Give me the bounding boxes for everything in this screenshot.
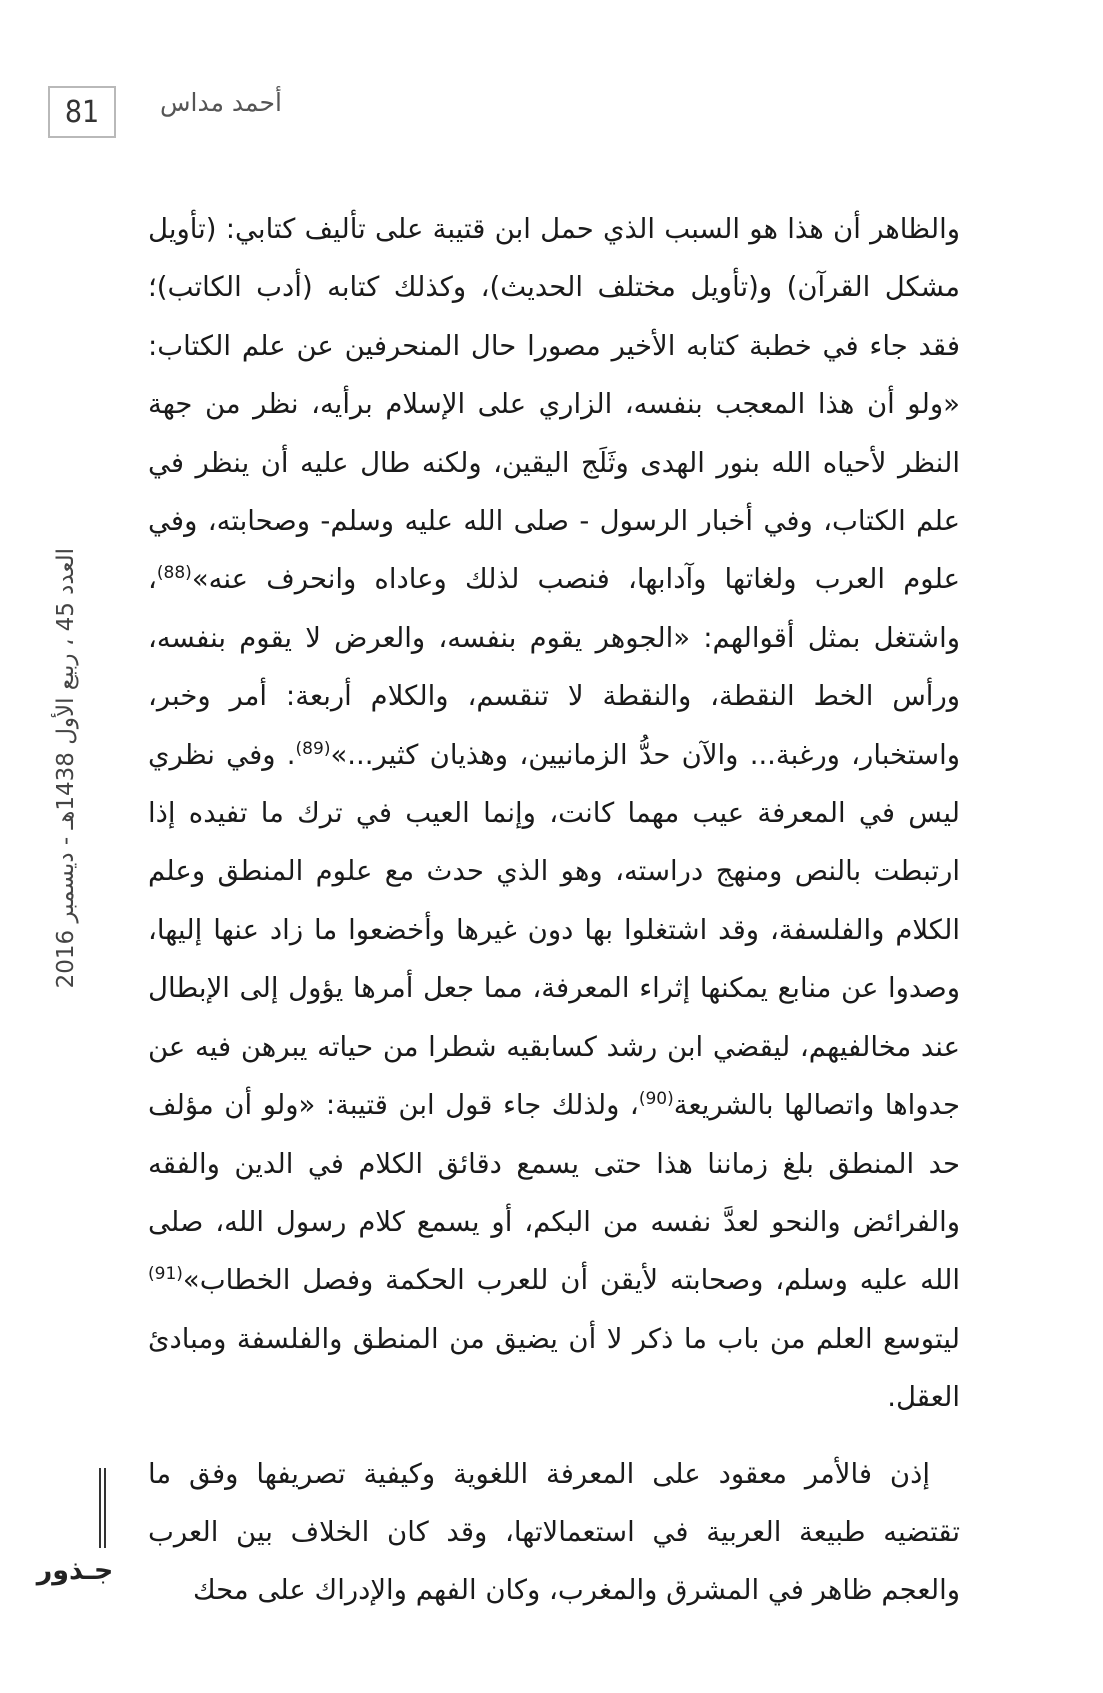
side-divider-line-2 [104,1468,106,1548]
journal-logo: جـذور [36,1554,114,1586]
text-run: ، واشتغل بمثل أقوالهم: «الجوهر يقوم بنفسه، والعرض لا يقوم بنفسه، ورأس الخط النقطة، والنقطة لا تنقسم، والكلام أربعة: أمر وخبر، واستخبار، ورغبة... والآن حدُّ الزمانيين، وهذيان كثير...» [148,563,961,771]
footnote-ref: (89) [295,738,331,759]
footnote-ref: (90) [638,1088,674,1109]
page-number: 81 [48,86,116,138]
text-run: . وفي نظري ليس في المعرفة عيب مهما كانت، وإنما العيب في ترك ما تفيده إذا ارتبطت بالنص ومنهج دراسته، وهو الذي حدث مع علوم المنطق وعلم الكلام والفلسفة، وقد اشتغلوا بها دون غيرها وأخضعوا ما زاد عنها إليها، وصدوا عن منابع يمكنها إثراء المعرفة، مما جعل أمرها يؤول إلى الإبطال عند مخالفيهم، ليقضي ابن رشد كسابقيه شطرا من حياته يبرهن فيه عن جدواها واتصالها بالشريعة [148,738,960,1122]
text-run: والظاهر أن هذا هو السبب الذي حمل ابن قتيبة على تأليف كتابي: (تأويل مشكل القرآن) و(تأويل مختلف الحديث)، وكذلك كتابه (أدب الكاتب)؛ فقد جاء في خطبة كتابه الأخير مصورا حال المنحرفين عن علم الكتاب: «ولو أن هذا المعجب بنفسه، الزاري على الإسلام برأيه، نظر من جهة النظر لأحياه الله بنور الهدى وثَلَج اليقين، ولكنه طال عليه أن ينظر في علم الكتاب، وفي أخبار الرسول - صلى الله عليه وسلم- وصحابته، وفي علوم العرب ولغاتها وآدابها، فنصب لذلك وعاداه وانحرف عنه» [148,213,960,596]
footnote-ref: (91) [148,1264,183,1285]
paragraph [148,200,960,1427]
text-run: ، ولذلك جاء قول ابن قتيبة: «ولو أن مؤلف حد المنطق بلغ زماننا هذا حتى يسمع دقائق الكلام في الدين والفقه والفرائض والنحو لعدَّ نفسه من البكم، أو يسمع كلام رسول الله، صلى الله عليه وسلم، وصحابته لأيقن أن للعرب الحكمة وفصل الخطاب» [148,1089,960,1297]
issue-info-vertical: العدد 45 ، ربيع الأول 1438هـ - ديسمبر 2016 [53,548,79,989]
footnote-ref: (88) [156,563,192,584]
text-run: ليتوسع العلم من باب ما ذكر لا أن يضيق من المنطق والفلسفة ومبادئ العقل. [148,1322,960,1414]
paragraph: إذن فالأمر معقود على المعرفة اللغوية وكيفية تصريفها وفق ما تقتضيه طبيعة العربية في استعمالاتها، وقد كان الخلاف بين العرب والعجم ظاهر في المشرق والمغرب، وكان الفهم والإدراك على محك [148,1457,960,1607]
side-divider-line [99,1468,101,1548]
article-body [148,200,960,1620]
running-header-author: أحمد مداس [160,88,282,117]
